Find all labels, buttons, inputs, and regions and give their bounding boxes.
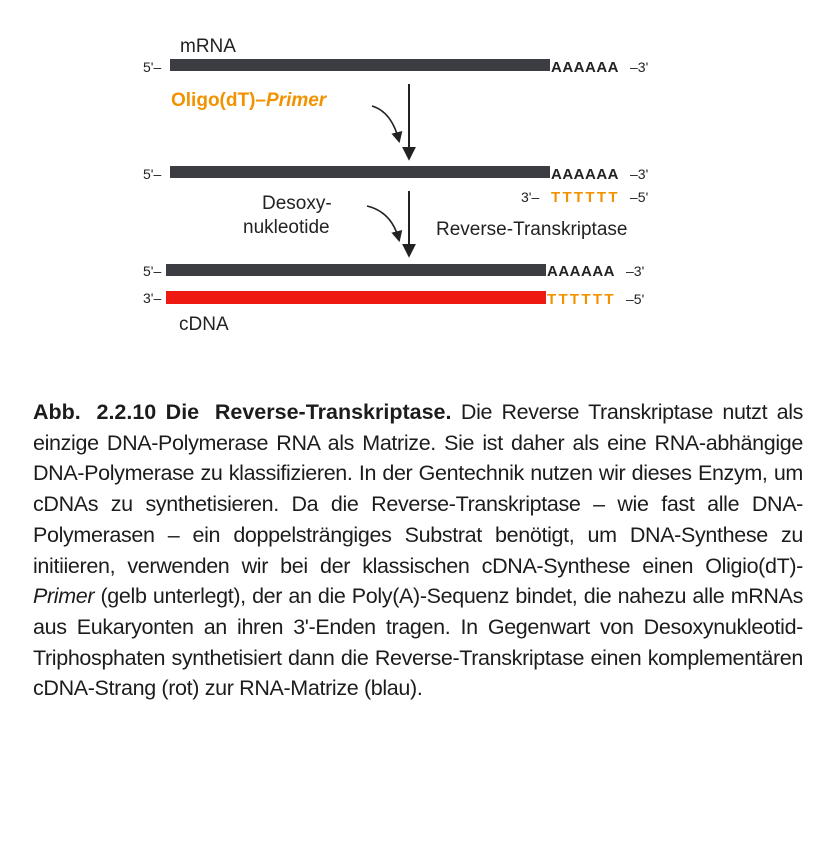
mrna-label: mRNA <box>180 36 236 57</box>
figure-caption <box>33 397 803 704</box>
mrna-strand-stage2 <box>170 166 550 178</box>
primer-poly-t: TTTTTT <box>551 189 620 206</box>
arrow-nucleotides-curve <box>367 206 399 240</box>
primer-label-main: Oligo(dT) <box>171 90 256 111</box>
primer-3prime-label: 3'– <box>521 189 540 205</box>
mrna-strand-stage1 <box>170 59 550 71</box>
mrna-5prime-label-stage2: 5'– <box>143 166 162 182</box>
caption-text-italic-primer: Primer <box>33 584 95 609</box>
primer-label-dash: – <box>255 90 266 111</box>
desoxynukleotide-label-line1: Desoxy- <box>262 193 332 214</box>
mrna-3prime-end-stage3: –3' <box>626 263 645 279</box>
mrna-3prime-end-stage2: –3' <box>630 166 649 182</box>
cdna-strand <box>166 291 546 304</box>
mrna-5prime-label: 5'– <box>143 59 162 75</box>
desoxynukleotide-label-line2: nukleotide <box>243 217 330 238</box>
figure-number: Abb. 2.2.10 <box>33 400 157 424</box>
oligo-dt-primer-label <box>171 90 328 111</box>
cdna-poly-t: TTTTTT <box>547 291 616 308</box>
mrna-3prime-end-stage1: –3' <box>630 59 649 75</box>
primer-label-italic: Primer <box>266 90 327 111</box>
primer-5prime-end: –5' <box>630 189 649 205</box>
reverse-transcription-diagram <box>0 0 827 380</box>
figure-title: Die Reverse-Transkriptase. <box>165 400 452 424</box>
cdna-label: cDNA <box>179 314 229 335</box>
arrow-primer-curve <box>372 106 399 141</box>
cdna-3prime-label: 3'– <box>143 290 162 306</box>
caption-text-part1: Die Reverse Transkriptase nutzt als einzige DNA-Polymerase RNA als Matrize. Sie ist daher als eine RNA-abhängige DNA-Polymerase zu klassifizieren. In der Gentechnik nutzen wir dieses Enzym, um cDNAs zu synthetisieren. Da die Reverse-Transkriptase – wie fast alle DNA-Polymerasen – ein doppelsträngiges Substrat benötigt, um DNA-Synthese zu initiieren, verwenden wir bei der klassischen cDNA-Synthese einen Oligio(dT)- <box>33 400 804 578</box>
mrna-5prime-label-stage3: 5'– <box>143 263 162 279</box>
poly-a-tail-stage1: AAAAAA <box>551 59 619 76</box>
mrna-strand-stage3 <box>166 264 546 276</box>
cdna-5prime-end: –5' <box>626 291 645 307</box>
poly-a-tail-stage3: AAAAAA <box>547 263 615 280</box>
caption-text-part2: (gelb unterlegt), der an die Poly(A)-Sequenz bindet, die nahezu alle mRNAs aus Eukaryonten an ihren 3'-Enden tragen. In Gegenwart von Desoxynukleotid-Triphosphaten synthetisiert dann die Reverse-Transkriptase einen komplementären cDNA-Strang (rot) zur RNA-Matrize (blau). <box>33 584 803 701</box>
poly-a-tail-stage2: AAAAAA <box>551 166 619 183</box>
reverse-transkriptase-label: Reverse-Transkriptase <box>436 219 628 240</box>
